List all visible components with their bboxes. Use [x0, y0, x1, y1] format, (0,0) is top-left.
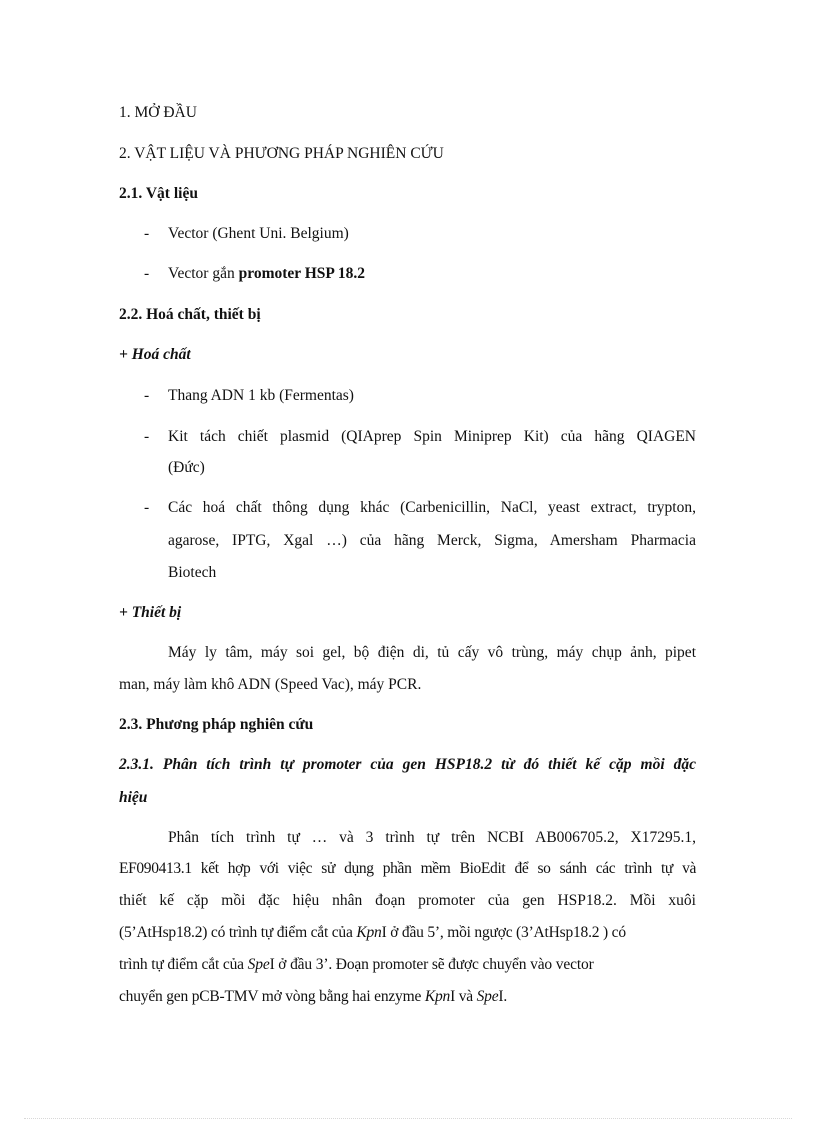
- heading-2: 2. VẬT LIỆU VÀ PHƯƠNG PHÁP NGHIÊN CỨU: [119, 145, 444, 162]
- paragraph-text: I ở đầu 5’, mồi ngược (3’AtHsp18.2 ) có: [381, 924, 626, 941]
- list-dash: -: [144, 225, 150, 242]
- paragraph-text: chuyển gen pCB-TMV mở vòng bằng hai enzyme: [119, 988, 425, 1005]
- list-dash: -: [144, 387, 150, 404]
- item-bold: promoter HSP 18.2: [238, 265, 366, 282]
- paragraph-line1: Phân tích trình tự … và 3 trình tự trên NCBI AB006705.2, X17295.1,: [168, 829, 696, 846]
- paragraph-line5: [119, 955, 594, 975]
- section-2-3-1-title-line2: hiệu: [119, 789, 148, 806]
- list-dash: -: [144, 265, 150, 282]
- section-2-3-title: 2.3. Phương pháp nghiên cứu: [119, 716, 314, 733]
- paragraph-line3: thiết kế cặp mồi đặc hiệu nhân đoạn promoter của gen HSP18.2. Mồi xuôi: [119, 892, 696, 909]
- enzyme-name: Spe: [476, 988, 499, 1005]
- list-item-vector-promoter: [168, 264, 365, 284]
- paragraph-text: I.: [498, 988, 508, 1005]
- section-2-2-title: 2.2. Hoá chất, thiết bị: [119, 306, 261, 323]
- heading-1: 1. MỞ ĐẦU: [119, 104, 197, 121]
- paragraph-text: trình tự điểm cắt của: [119, 956, 248, 973]
- list-item-ladder: Thang ADN 1 kb (Fermentas): [168, 387, 354, 404]
- paragraph-line6: [119, 987, 507, 1007]
- equipment-line1: Máy ly tâm, máy soi gel, bộ điện di, tủ cấy vô trùng, máy chụp ảnh, pipet: [168, 644, 696, 661]
- list-item-chemicals-line3: Biotech: [168, 564, 217, 581]
- enzyme-name: Kpn: [356, 924, 382, 941]
- page-bottom-rule: [24, 1118, 792, 1119]
- chemicals-heading: + Hoá chất: [119, 346, 191, 363]
- list-item-kit-line1: Kit tách chiết plasmid (QIAprep Spin Miniprep Kit) của hãng QIAGEN: [168, 428, 696, 445]
- section-2-3-1-title-line1: 2.3.1. Phân tích trình tự promoter của gen HSP18.2 từ đó thiết kế cặp mồi đặc: [119, 756, 696, 773]
- enzyme-name: Kpn: [424, 988, 451, 1005]
- section-2-1-title: 2.1. Vật liệu: [119, 185, 198, 202]
- paragraph-text: I ở đầu 3’. Đoạn promoter sẽ được chuyển vào vector: [269, 956, 594, 973]
- paragraph-line2: EF090413.1 kết hợp với việc sử dụng phần mềm BioEdit để so sánh các trình tự và: [119, 860, 696, 877]
- paragraph-text: (5’AtHsp18.2) có trình tự điểm cắt của: [119, 924, 357, 941]
- list-dash: -: [144, 499, 150, 516]
- paragraph-text: I và: [450, 988, 477, 1005]
- list-item-kit-line2: (Đức): [168, 459, 205, 476]
- list-item-vector: Vector (Ghent Uni. Belgium): [168, 225, 349, 242]
- list-dash: -: [144, 428, 150, 445]
- list-item-chemicals-line1: Các hoá chất thông dụng khác (Carbenicillin, NaCl, yeast extract, trypton,: [168, 499, 696, 516]
- paragraph-line4: [119, 923, 626, 943]
- list-item-chemicals-line2: agarose, IPTG, Xgal …) của hãng Merck, Sigma, Amersham Pharmacia: [168, 532, 696, 549]
- equipment-heading: + Thiết bị: [119, 604, 182, 621]
- equipment-line2: man, máy làm khô ADN (Speed Vac), máy PCR.: [119, 676, 422, 693]
- enzyme-name: Spe: [247, 956, 270, 973]
- item-prefix: Vector gắn: [168, 265, 239, 282]
